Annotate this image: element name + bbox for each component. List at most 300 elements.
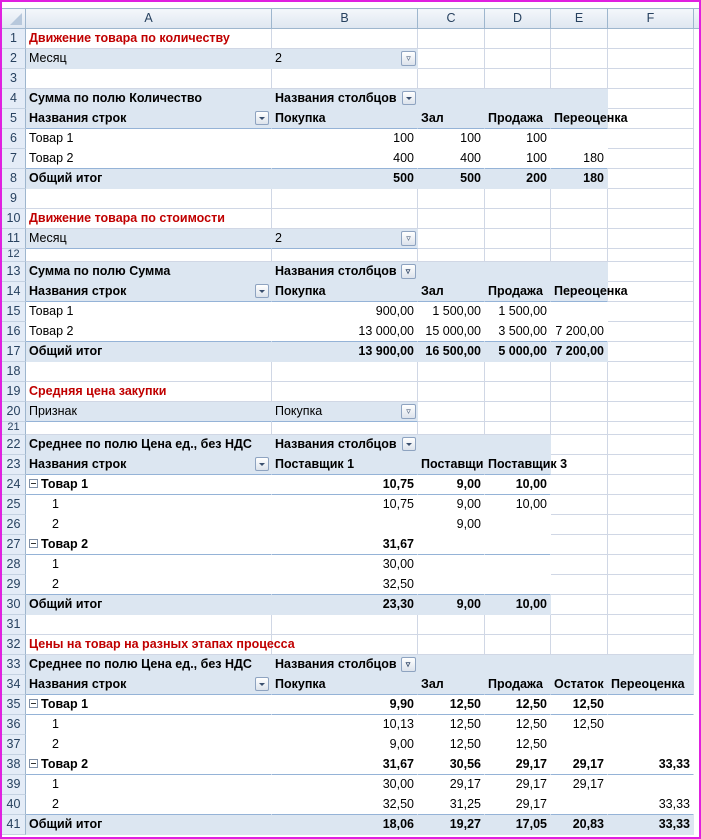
- cell[interactable]: [418, 635, 485, 655]
- column-header-cell[interactable]: Зал: [418, 675, 485, 695]
- row-header[interactable]: 16: [2, 322, 26, 342]
- cell[interactable]: [608, 495, 694, 515]
- section-title[interactable]: Движение товара по количеству: [26, 29, 272, 49]
- row-header[interactable]: 39: [2, 775, 26, 795]
- cell[interactable]: [608, 249, 694, 262]
- row-header[interactable]: 11: [2, 229, 26, 249]
- value-cell[interactable]: 15 000,00: [418, 322, 485, 342]
- value-cell[interactable]: 10,75: [272, 495, 418, 515]
- group-row-label[interactable]: [26, 695, 272, 715]
- cell[interactable]: [485, 49, 551, 69]
- column-header-cell[interactable]: Поставщик 3: [485, 455, 551, 475]
- pivot-row-labels[interactable]: [26, 282, 272, 302]
- subtotal-value[interactable]: 29,17: [551, 755, 608, 775]
- subtotal-value[interactable]: 12,50: [485, 695, 551, 715]
- cell[interactable]: [551, 69, 608, 89]
- subtotal-value[interactable]: 12,50: [418, 695, 485, 715]
- cell[interactable]: [418, 262, 485, 282]
- row-header[interactable]: 25: [2, 495, 26, 515]
- pivot-row-labels[interactable]: [26, 109, 272, 129]
- cell[interactable]: [608, 229, 694, 249]
- grand-total-value[interactable]: 16 500,00: [418, 342, 485, 362]
- cell[interactable]: [551, 575, 608, 595]
- column-header-f[interactable]: F: [608, 9, 694, 29]
- row-header[interactable]: 33: [2, 655, 26, 675]
- cell[interactable]: [485, 89, 551, 109]
- grand-total-value[interactable]: 23,30: [272, 595, 418, 615]
- value-cell[interactable]: 3 500,00: [485, 322, 551, 342]
- cell[interactable]: [485, 402, 551, 422]
- cell[interactable]: [485, 362, 551, 382]
- row-header[interactable]: 20: [2, 402, 26, 422]
- value-cell[interactable]: 180: [551, 149, 608, 169]
- value-cell[interactable]: 400: [418, 149, 485, 169]
- cell[interactable]: [418, 362, 485, 382]
- pivot-column-labels[interactable]: [272, 89, 418, 109]
- value-cell[interactable]: 30,00: [272, 555, 418, 575]
- cell[interactable]: [551, 362, 608, 382]
- cell[interactable]: [26, 615, 272, 635]
- section-title[interactable]: Цены на товар на разных этапах процесса: [26, 635, 272, 655]
- row-label[interactable]: 2: [26, 735, 272, 755]
- cell[interactable]: [608, 149, 694, 169]
- filter-dropdown-icon[interactable]: ▿: [401, 51, 416, 66]
- row-header[interactable]: 37: [2, 735, 26, 755]
- section-title[interactable]: Средняя цена закупки: [26, 382, 272, 402]
- value-cell[interactable]: 29,17: [551, 775, 608, 795]
- grand-total-value[interactable]: 19,27: [418, 815, 485, 835]
- value-cell[interactable]: [551, 795, 608, 815]
- dropdown-arrow-icon[interactable]: [402, 437, 416, 451]
- value-cell[interactable]: 9,00: [418, 495, 485, 515]
- cell[interactable]: [485, 229, 551, 249]
- grand-total-value[interactable]: 18,06: [272, 815, 418, 835]
- value-cell[interactable]: 29,17: [418, 775, 485, 795]
- grand-total-value[interactable]: 33,33: [608, 815, 694, 835]
- cell[interactable]: [272, 382, 418, 402]
- subtotal-value[interactable]: 10,75: [272, 475, 418, 495]
- row-header[interactable]: 6: [2, 129, 26, 149]
- value-cell[interactable]: 1 500,00: [418, 302, 485, 322]
- cell[interactable]: [272, 615, 418, 635]
- row-header[interactable]: 35: [2, 695, 26, 715]
- value-cell[interactable]: 100: [418, 129, 485, 149]
- grand-total-value[interactable]: 10,00: [485, 595, 551, 615]
- cell[interactable]: [272, 209, 418, 229]
- cell[interactable]: [418, 382, 485, 402]
- column-header-e[interactable]: E: [551, 9, 608, 29]
- group-row-label[interactable]: [26, 535, 272, 555]
- row-header[interactable]: 2: [2, 49, 26, 69]
- grand-total-value[interactable]: 17,05: [485, 815, 551, 835]
- value-cell[interactable]: [608, 735, 694, 755]
- value-cell[interactable]: 100: [485, 149, 551, 169]
- cell[interactable]: [26, 189, 272, 209]
- row-header[interactable]: 32: [2, 635, 26, 655]
- pivot-column-labels[interactable]: [272, 655, 418, 675]
- cell[interactable]: [551, 655, 608, 675]
- cell[interactable]: [608, 49, 694, 69]
- cell[interactable]: [418, 615, 485, 635]
- grand-total-label[interactable]: Общий итог: [26, 169, 272, 189]
- column-header-cell[interactable]: Продажа: [485, 282, 551, 302]
- subtotal-value[interactable]: [485, 535, 551, 555]
- cell[interactable]: [608, 475, 694, 495]
- cell[interactable]: [608, 455, 694, 475]
- cell[interactable]: [608, 595, 694, 615]
- value-cell[interactable]: 29,17: [485, 775, 551, 795]
- filter-field-value[interactable]: [272, 402, 418, 422]
- row-label[interactable]: 1: [26, 495, 272, 515]
- cell[interactable]: [608, 109, 694, 129]
- pivot-column-labels[interactable]: [272, 435, 418, 455]
- value-cell[interactable]: 900,00: [272, 302, 418, 322]
- cell[interactable]: [551, 455, 608, 475]
- grand-total-value[interactable]: 180: [551, 169, 608, 189]
- value-cell[interactable]: 9,00: [272, 735, 418, 755]
- column-header-b[interactable]: B: [272, 9, 418, 29]
- cell[interactable]: [485, 249, 551, 262]
- grand-total-value[interactable]: 9,00: [418, 595, 485, 615]
- subtotal-value[interactable]: 29,17: [485, 755, 551, 775]
- cell[interactable]: [272, 635, 418, 655]
- grand-total-label[interactable]: Общий итог: [26, 342, 272, 362]
- row-label[interactable]: Товар 2: [26, 322, 272, 342]
- cell[interactable]: [485, 615, 551, 635]
- pivot-values-label[interactable]: Среднее по полю Цена ед., без НДС: [26, 655, 272, 675]
- row-label[interactable]: 2: [26, 795, 272, 815]
- value-cell[interactable]: [485, 555, 551, 575]
- grand-total-value[interactable]: 20,83: [551, 815, 608, 835]
- cell[interactable]: [26, 69, 272, 89]
- select-all-corner[interactable]: [2, 9, 26, 29]
- value-cell[interactable]: 9,00: [418, 515, 485, 535]
- row-header[interactable]: 27: [2, 535, 26, 555]
- group-row-label[interactable]: [26, 475, 272, 495]
- value-cell[interactable]: 32,50: [272, 795, 418, 815]
- cell[interactable]: [418, 249, 485, 262]
- cell[interactable]: [418, 29, 485, 49]
- cell[interactable]: [608, 169, 694, 189]
- cell[interactable]: [608, 262, 694, 282]
- cell[interactable]: [418, 422, 485, 435]
- row-header[interactable]: 26: [2, 515, 26, 535]
- grand-total-value[interactable]: 5 000,00: [485, 342, 551, 362]
- grand-total-value[interactable]: 200: [485, 169, 551, 189]
- row-label[interactable]: 1: [26, 715, 272, 735]
- value-cell[interactable]: 33,33: [608, 795, 694, 815]
- row-header[interactable]: 17: [2, 342, 26, 362]
- row-label[interactable]: 1: [26, 775, 272, 795]
- cell[interactable]: [608, 129, 694, 149]
- value-cell[interactable]: 10,13: [272, 715, 418, 735]
- cell[interactable]: [608, 89, 694, 109]
- value-cell[interactable]: 13 000,00: [272, 322, 418, 342]
- column-header-cell[interactable]: Продажа: [485, 109, 551, 129]
- value-cell[interactable]: [608, 775, 694, 795]
- column-header-cell[interactable]: Зал: [418, 109, 485, 129]
- value-cell[interactable]: [485, 575, 551, 595]
- row-header[interactable]: 3: [2, 69, 26, 89]
- pivot-values-label[interactable]: Сумма по полю Сумма: [26, 262, 272, 282]
- value-cell[interactable]: [485, 515, 551, 535]
- cell[interactable]: [551, 89, 608, 109]
- cell[interactable]: [551, 615, 608, 635]
- cell[interactable]: [26, 362, 272, 382]
- row-header[interactable]: 15: [2, 302, 26, 322]
- collapse-minus-icon[interactable]: [29, 759, 38, 768]
- subtotal-value[interactable]: 30,56: [418, 755, 485, 775]
- filter-dropdown-icon[interactable]: ▿: [401, 264, 416, 279]
- cell[interactable]: [551, 635, 608, 655]
- row-header[interactable]: 4: [2, 89, 26, 109]
- row-header[interactable]: 19: [2, 382, 26, 402]
- cell[interactable]: [485, 435, 551, 455]
- cell[interactable]: [608, 402, 694, 422]
- column-header-cell[interactable]: Поставщи: [418, 455, 485, 475]
- dropdown-arrow-icon[interactable]: [255, 284, 269, 298]
- row-header[interactable]: 31: [2, 615, 26, 635]
- cell[interactable]: [272, 189, 418, 209]
- row-header[interactable]: 14: [2, 282, 26, 302]
- column-header-cell[interactable]: Остаток: [551, 675, 608, 695]
- cell[interactable]: [272, 362, 418, 382]
- cell[interactable]: [551, 209, 608, 229]
- pivot-row-labels[interactable]: [26, 455, 272, 475]
- row-header[interactable]: 38: [2, 755, 26, 775]
- subtotal-value[interactable]: 10,00: [485, 475, 551, 495]
- column-header-c[interactable]: C: [418, 9, 485, 29]
- grand-total-label[interactable]: Общий итог: [26, 595, 272, 615]
- cell[interactable]: [608, 322, 694, 342]
- grand-total-value[interactable]: 7 200,00: [551, 342, 608, 362]
- cell[interactable]: [608, 615, 694, 635]
- cell[interactable]: [608, 515, 694, 535]
- value-cell[interactable]: 100: [272, 129, 418, 149]
- cell[interactable]: [551, 382, 608, 402]
- value-cell[interactable]: 1 500,00: [485, 302, 551, 322]
- pivot-values-label[interactable]: Сумма по полю Количество: [26, 89, 272, 109]
- subtotal-value[interactable]: 31,67: [272, 535, 418, 555]
- grand-total-label[interactable]: Общий итог: [26, 815, 272, 835]
- column-header-d[interactable]: D: [485, 9, 551, 29]
- row-header[interactable]: 28: [2, 555, 26, 575]
- row-label[interactable]: Товар 1: [26, 129, 272, 149]
- cell[interactable]: [418, 229, 485, 249]
- cell[interactable]: [272, 29, 418, 49]
- cell[interactable]: [485, 189, 551, 209]
- value-cell[interactable]: 32,50: [272, 575, 418, 595]
- cell[interactable]: [551, 402, 608, 422]
- cell[interactable]: [485, 209, 551, 229]
- cell[interactable]: [485, 29, 551, 49]
- cell[interactable]: [608, 535, 694, 555]
- cell[interactable]: [26, 422, 272, 435]
- cell[interactable]: [608, 655, 694, 675]
- cell[interactable]: [485, 635, 551, 655]
- filter-dropdown-icon[interactable]: ▿: [401, 404, 416, 419]
- cell[interactable]: [551, 262, 608, 282]
- cell[interactable]: [551, 515, 608, 535]
- column-header-cell[interactable]: Переоценка: [551, 109, 608, 129]
- cell[interactable]: [608, 282, 694, 302]
- grand-total-value[interactable]: 500: [272, 169, 418, 189]
- collapse-minus-icon[interactable]: [29, 479, 38, 488]
- value-cell[interactable]: [608, 715, 694, 735]
- cell[interactable]: [551, 495, 608, 515]
- column-header-g[interactable]: [694, 9, 701, 29]
- subtotal-value[interactable]: 33,33: [608, 755, 694, 775]
- group-row-label[interactable]: [26, 755, 272, 775]
- cell[interactable]: [608, 362, 694, 382]
- row-header[interactable]: 18: [2, 362, 26, 382]
- cell[interactable]: [608, 189, 694, 209]
- value-cell[interactable]: 29,17: [485, 795, 551, 815]
- cell[interactable]: [418, 89, 485, 109]
- column-header-cell[interactable]: Покупка: [272, 675, 418, 695]
- subtotal-value[interactable]: [418, 535, 485, 555]
- filter-field-label[interactable]: Месяц: [26, 49, 272, 69]
- column-header-cell[interactable]: Переоценка: [608, 675, 694, 695]
- value-cell[interactable]: [418, 555, 485, 575]
- column-header-cell[interactable]: Переоценка: [551, 282, 608, 302]
- value-cell[interactable]: 30,00: [272, 775, 418, 795]
- cell[interactable]: [272, 69, 418, 89]
- cell[interactable]: [551, 229, 608, 249]
- cell[interactable]: [26, 249, 272, 262]
- filter-dropdown-icon[interactable]: ▿: [401, 657, 416, 672]
- filter-field-value[interactable]: [272, 49, 418, 69]
- subtotal-value[interactable]: [608, 695, 694, 715]
- filter-field-label[interactable]: Признак: [26, 402, 272, 422]
- row-header[interactable]: 29: [2, 575, 26, 595]
- cell[interactable]: [608, 555, 694, 575]
- cell[interactable]: [551, 475, 608, 495]
- value-cell[interactable]: [551, 735, 608, 755]
- value-cell[interactable]: 12,50: [485, 715, 551, 735]
- cell[interactable]: [272, 249, 418, 262]
- cell[interactable]: [418, 49, 485, 69]
- cell[interactable]: [608, 435, 694, 455]
- column-header-a[interactable]: A: [26, 9, 272, 29]
- row-header[interactable]: 22: [2, 435, 26, 455]
- value-cell[interactable]: 12,50: [485, 735, 551, 755]
- row-header[interactable]: 12: [2, 249, 26, 262]
- dropdown-arrow-icon[interactable]: [255, 457, 269, 471]
- dropdown-arrow-icon[interactable]: [402, 91, 416, 105]
- column-header-cell[interactable]: Продажа: [485, 675, 551, 695]
- cell[interactable]: [485, 422, 551, 435]
- cell[interactable]: [551, 49, 608, 69]
- cell[interactable]: [551, 555, 608, 575]
- cell[interactable]: [551, 535, 608, 555]
- row-header[interactable]: 23: [2, 455, 26, 475]
- cell[interactable]: [551, 189, 608, 209]
- row-label[interactable]: Товар 2: [26, 149, 272, 169]
- row-label[interactable]: Товар 1: [26, 302, 272, 322]
- column-header-cell[interactable]: Поставщик 1: [272, 455, 418, 475]
- row-header[interactable]: 8: [2, 169, 26, 189]
- row-header[interactable]: 34: [2, 675, 26, 695]
- column-header-cell[interactable]: Покупка: [272, 109, 418, 129]
- subtotal-value[interactable]: 9,90: [272, 695, 418, 715]
- row-header[interactable]: 7: [2, 149, 26, 169]
- cell[interactable]: [608, 69, 694, 89]
- row-header[interactable]: 24: [2, 475, 26, 495]
- cell[interactable]: [485, 69, 551, 89]
- filter-dropdown-icon[interactable]: ▿: [401, 231, 416, 246]
- cell[interactable]: [272, 422, 418, 435]
- filter-field-label[interactable]: Месяц: [26, 229, 272, 249]
- subtotal-value[interactable]: 12,50: [551, 695, 608, 715]
- dropdown-arrow-icon[interactable]: [255, 111, 269, 125]
- cell[interactable]: [608, 302, 694, 322]
- column-header-cell[interactable]: Покупка: [272, 282, 418, 302]
- row-header[interactable]: 41: [2, 815, 26, 835]
- row-header[interactable]: 10: [2, 209, 26, 229]
- cell[interactable]: [551, 29, 608, 49]
- pivot-values-label[interactable]: Среднее по полю Цена ед., без НДС: [26, 435, 272, 455]
- collapse-minus-icon[interactable]: [29, 539, 38, 548]
- row-header[interactable]: 21: [2, 422, 26, 435]
- pivot-row-labels[interactable]: [26, 675, 272, 695]
- grand-total-value[interactable]: 13 900,00: [272, 342, 418, 362]
- row-header[interactable]: 30: [2, 595, 26, 615]
- cell[interactable]: [608, 635, 694, 655]
- filter-field-value[interactable]: [272, 229, 418, 249]
- row-header[interactable]: 5: [2, 109, 26, 129]
- cell[interactable]: [551, 595, 608, 615]
- cell[interactable]: [608, 575, 694, 595]
- column-header-cell[interactable]: Зал: [418, 282, 485, 302]
- subtotal-value[interactable]: 9,00: [418, 475, 485, 495]
- row-label[interactable]: 1: [26, 555, 272, 575]
- grand-total-value[interactable]: 500: [418, 169, 485, 189]
- value-cell[interactable]: 12,50: [551, 715, 608, 735]
- cell[interactable]: [485, 262, 551, 282]
- cell[interactable]: [608, 342, 694, 362]
- row-header[interactable]: 1: [2, 29, 26, 49]
- value-cell[interactable]: [551, 129, 608, 149]
- cell[interactable]: [551, 249, 608, 262]
- pivot-column-labels[interactable]: [272, 262, 418, 282]
- value-cell[interactable]: [418, 575, 485, 595]
- collapse-minus-icon[interactable]: [29, 699, 38, 708]
- value-cell[interactable]: 10,00: [485, 495, 551, 515]
- cell[interactable]: [418, 435, 485, 455]
- value-cell[interactable]: [272, 515, 418, 535]
- dropdown-arrow-icon[interactable]: [255, 677, 269, 691]
- row-label[interactable]: 2: [26, 575, 272, 595]
- cell[interactable]: [418, 209, 485, 229]
- cell[interactable]: [608, 422, 694, 435]
- value-cell[interactable]: 100: [485, 129, 551, 149]
- cell[interactable]: [608, 382, 694, 402]
- row-header[interactable]: 36: [2, 715, 26, 735]
- value-cell[interactable]: [551, 302, 608, 322]
- cell[interactable]: [418, 655, 485, 675]
- cell[interactable]: [485, 382, 551, 402]
- cell[interactable]: [551, 422, 608, 435]
- cell[interactable]: [418, 189, 485, 209]
- cell[interactable]: [485, 655, 551, 675]
- cell[interactable]: [608, 29, 694, 49]
- row-header[interactable]: 9: [2, 189, 26, 209]
- row-header[interactable]: 40: [2, 795, 26, 815]
- value-cell[interactable]: 12,50: [418, 735, 485, 755]
- section-title[interactable]: Движение товара по стоимости: [26, 209, 272, 229]
- value-cell[interactable]: 400: [272, 149, 418, 169]
